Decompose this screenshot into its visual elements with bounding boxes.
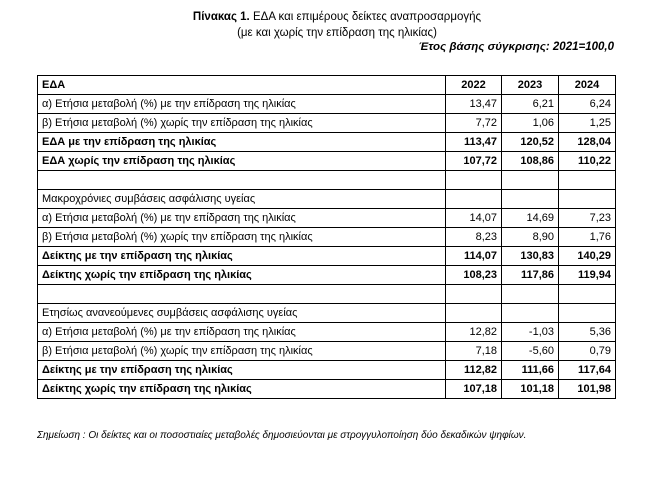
- cell-value: 140,29: [559, 247, 616, 266]
- cell-value: 101,18: [502, 380, 559, 399]
- table-row: [38, 266, 616, 285]
- cell-value: 117,64: [559, 361, 616, 380]
- section-header: Μακροχρόνιες συμβάσεις ασφάλισης υγείας: [38, 190, 446, 209]
- year-header: 2024: [559, 76, 616, 95]
- cell-value: 12,82: [446, 323, 502, 342]
- empty-cell: [559, 171, 616, 190]
- cell-value: 108,86: [502, 152, 559, 171]
- cell-value: 7,23: [559, 209, 616, 228]
- cell-value: 117,86: [502, 266, 559, 285]
- cell-value: 8,90: [502, 228, 559, 247]
- table-row: [38, 342, 616, 361]
- row-label: Δείκτης με την επίδραση της ηλικίας: [38, 361, 446, 380]
- cell-value: 108,23: [446, 266, 502, 285]
- cell-value: 0,79: [559, 342, 616, 361]
- row-label: α) Ετήσια μεταβολή (%) με την επίδραση της ηλικίας: [38, 323, 446, 342]
- table-row: [38, 380, 616, 399]
- cell-value: 130,83: [502, 247, 559, 266]
- row-label: α) Ετήσια μεταβολή (%) με την επίδραση της ηλικίας: [38, 95, 446, 114]
- cell-value: -5,60: [502, 342, 559, 361]
- cell-value: 120,52: [502, 133, 559, 152]
- spacer-row: [38, 171, 616, 190]
- empty-cell: [446, 285, 502, 304]
- cell-value: 112,82: [446, 361, 502, 380]
- base-year-label: Έτος βάσης σύγκρισης: 2021=100,0: [418, 41, 614, 53]
- empty-cell: [502, 285, 559, 304]
- section-header-row: [38, 304, 616, 323]
- cell-value: 14,07: [446, 209, 502, 228]
- cell-value: 114,07: [446, 247, 502, 266]
- empty-cell: [446, 190, 502, 209]
- table-row: [38, 361, 616, 380]
- cell-value: 8,23: [446, 228, 502, 247]
- empty-cell: [502, 304, 559, 323]
- table-row: [38, 228, 616, 247]
- cell-value: 1,25: [559, 114, 616, 133]
- index-table: [37, 75, 616, 399]
- table-row: [38, 133, 616, 152]
- empty-cell: [502, 171, 559, 190]
- table-title-prefix: Πίνακας 1.: [192, 11, 250, 23]
- cell-value: 14,69: [502, 209, 559, 228]
- cell-value: 107,18: [446, 380, 502, 399]
- cell-value: 107,72: [446, 152, 502, 171]
- empty-cell: [446, 171, 502, 190]
- cell-value: 6,21: [502, 95, 559, 114]
- table-row: [38, 152, 616, 171]
- table-row: [38, 95, 616, 114]
- empty-cell: [38, 171, 446, 190]
- section-header: ΕΔΑ: [38, 76, 446, 95]
- cell-value: 1,76: [559, 228, 616, 247]
- footnote: Σημείωση : Οι δείκτες και οι ποσοστιαίες μεταβολές δημοσιεύονται με στρογγυλοποίηση δύο δεκαδικών ψηφίων.: [37, 430, 527, 441]
- cell-value: 101,98: [559, 380, 616, 399]
- cell-value: 119,94: [559, 266, 616, 285]
- empty-cell: [559, 304, 616, 323]
- cell-value: 1,06: [502, 114, 559, 133]
- cell-value: 13,47: [446, 95, 502, 114]
- table-title-block: [60, 9, 614, 41]
- year-header: 2022: [446, 76, 502, 95]
- cell-value: 7,72: [446, 114, 502, 133]
- cell-value: 113,47: [446, 133, 502, 152]
- empty-cell: [38, 285, 446, 304]
- row-label: Δείκτης με την επίδραση της ηλικίας: [38, 247, 446, 266]
- table-row: [38, 209, 616, 228]
- row-label: ΕΔΑ με την επίδραση της ηλικίας: [38, 133, 446, 152]
- cell-value: 7,18: [446, 342, 502, 361]
- row-label: α) Ετήσια μεταβολή (%) με την επίδραση της ηλικίας: [38, 209, 446, 228]
- table-row: [38, 323, 616, 342]
- empty-cell: [502, 190, 559, 209]
- spacer-row: [38, 285, 616, 304]
- row-label: ΕΔΑ χωρίς την επίδραση της ηλικίας: [38, 152, 446, 171]
- cell-value: 111,66: [502, 361, 559, 380]
- cell-value: -1,03: [502, 323, 559, 342]
- table-title-main: ΕΔΑ και επιμέρους δείκτες αναπροσαρμογής: [252, 11, 482, 23]
- cell-value: 128,04: [559, 133, 616, 152]
- cell-value: 6,24: [559, 95, 616, 114]
- row-label: β) Ετήσια μεταβολή (%) χωρίς την επίδραση της ηλικίας: [38, 114, 446, 133]
- table-title: [60, 9, 614, 25]
- empty-cell: [559, 285, 616, 304]
- row-label: β) Ετήσια μεταβολή (%) χωρίς την επίδραση της ηλικίας: [38, 228, 446, 247]
- row-label: Δείκτης χωρίς την επίδραση της ηλικίας: [38, 380, 446, 399]
- empty-cell: [446, 304, 502, 323]
- cell-value: 5,36: [559, 323, 616, 342]
- year-header: 2023: [502, 76, 559, 95]
- section-header: Ετησίως ανανεούμενες συμβάσεις ασφάλισης υγείας: [38, 304, 446, 323]
- empty-cell: [559, 190, 616, 209]
- table-row: [38, 247, 616, 266]
- table-subtitle: (με και χωρίς την επίδραση της ηλικίας): [237, 27, 437, 39]
- section-header-row: [38, 76, 616, 95]
- row-label: β) Ετήσια μεταβολή (%) χωρίς την επίδραση της ηλικίας: [38, 342, 446, 361]
- cell-value: 110,22: [559, 152, 616, 171]
- row-label: Δείκτης χωρίς την επίδραση της ηλικίας: [38, 266, 446, 285]
- table-row: [38, 114, 616, 133]
- section-header-row: [38, 190, 616, 209]
